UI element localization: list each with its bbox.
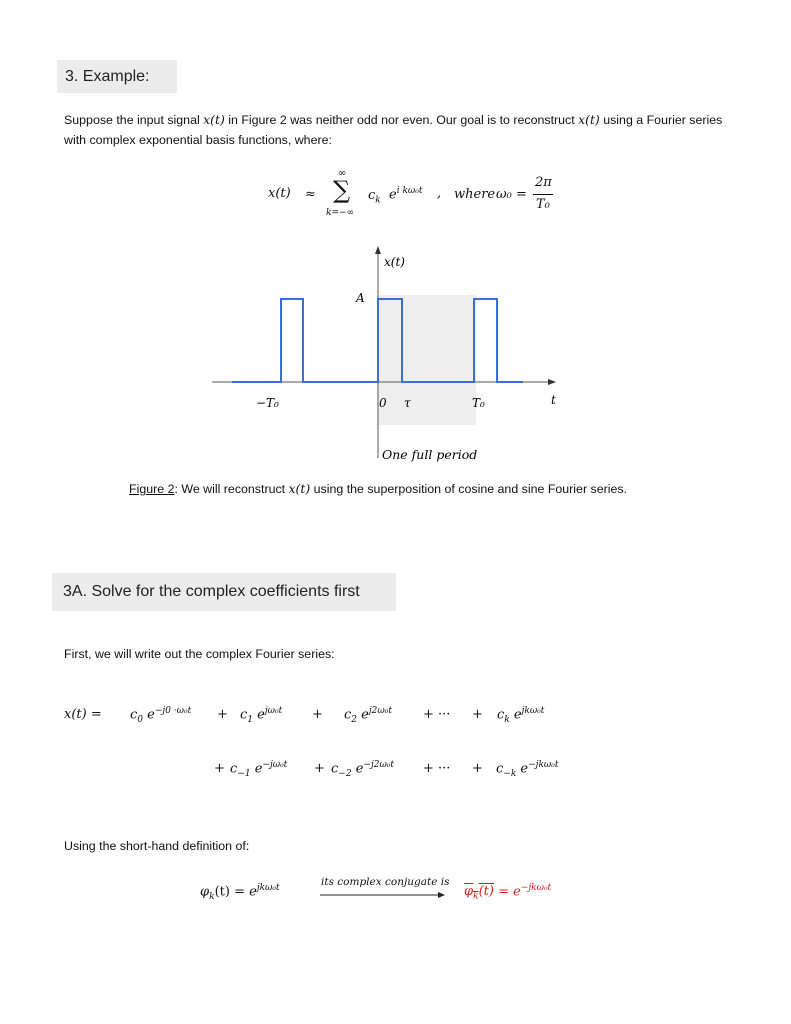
term-c2: $c_2$ $e^{j2\omega_0t}$: [344, 706, 392, 725]
phi-conjugate: $\varphi_k(t) = e^{-jk\omega_0t}$: [464, 883, 552, 902]
equation-lhs: x(t): [268, 186, 291, 201]
term-c-neg1: $c_{-1}$ $e^{-j\omega_0t}$: [230, 760, 288, 779]
term-c-negk: $c_{-k}$ $e^{-jk\omega_0t}$: [496, 760, 559, 779]
plus-sign: +: [214, 761, 225, 776]
intro-paragraph: Suppose the input signal x(t) in Figure 2 was neither odd nor even. Our goal is to reconstruct x(t) using a Fourier series with complex exponential basis functions, where:: [64, 112, 723, 147]
fraction-numerator: 2π: [535, 175, 552, 190]
sum-lower: k=−∞: [326, 208, 355, 218]
approx-sign: ≈: [305, 187, 316, 202]
ellipsis: ···: [438, 707, 451, 722]
heading-text: 3. Example:: [65, 67, 150, 85]
where-text: where: [454, 187, 496, 202]
plus-sign: +: [314, 761, 325, 776]
exp-term: $e^{i k\omega_0t}$: [389, 186, 423, 203]
conjugate-label: its complex conjugate is: [321, 876, 450, 888]
omega-def: ω₀ =: [496, 187, 527, 202]
y-axis-label: x(t): [384, 255, 405, 269]
fraction-denominator: T₀: [536, 197, 550, 212]
phi-definition: $\varphi_k(t) = e^{jk\omega_0t}$: [200, 883, 280, 902]
tick-tau: τ: [404, 396, 411, 410]
ellipsis: ···: [438, 761, 451, 776]
coef-ck: $c_k$: [368, 188, 381, 206]
figure-label: Figure 2: [129, 482, 175, 496]
plus-sign: +: [423, 707, 434, 722]
plus-sign: +: [423, 761, 434, 776]
term-c0: $c_0$ $e^{-j0 \cdot\omega_0t}$: [130, 706, 192, 725]
tick-t: t: [551, 393, 556, 407]
figure-caption: Figure 2: We will reconstruct x(t) using the superposition of cosine and sine Fourier series.: [129, 481, 628, 496]
sum-upper: ∞: [338, 168, 347, 179]
plus-sign: +: [472, 761, 483, 776]
heading-text: 3A. Solve for the complex coefficients first: [63, 583, 360, 600]
fourier-intro: First, we will write out the complex Fourier series:: [64, 647, 335, 661]
term-c-neg2: $c_{-2}$ $e^{-j2\omega_0t}$: [331, 760, 395, 779]
period-label: One full period: [382, 447, 478, 462]
plus-sign: +: [217, 707, 228, 722]
plus-sign: +: [312, 707, 323, 722]
term-ck: $c_k$ $e^{jk\omega_0t}$: [497, 706, 545, 725]
comma: ,: [437, 186, 442, 201]
term-c1: $c_1$ $e^{j\omega_0t}$: [240, 706, 283, 725]
expansion-lhs: x(t) =: [64, 707, 102, 722]
tick-zero: 0: [379, 396, 387, 410]
plus-sign: +: [472, 707, 483, 722]
tick-neg-t0: −T₀: [256, 396, 279, 410]
amplitude-label: A: [356, 291, 365, 305]
tick-t0: T₀: [472, 396, 485, 410]
shorthand-intro: Using the short-hand definition of:: [64, 839, 250, 853]
sum-sign: ∑: [333, 176, 351, 204]
